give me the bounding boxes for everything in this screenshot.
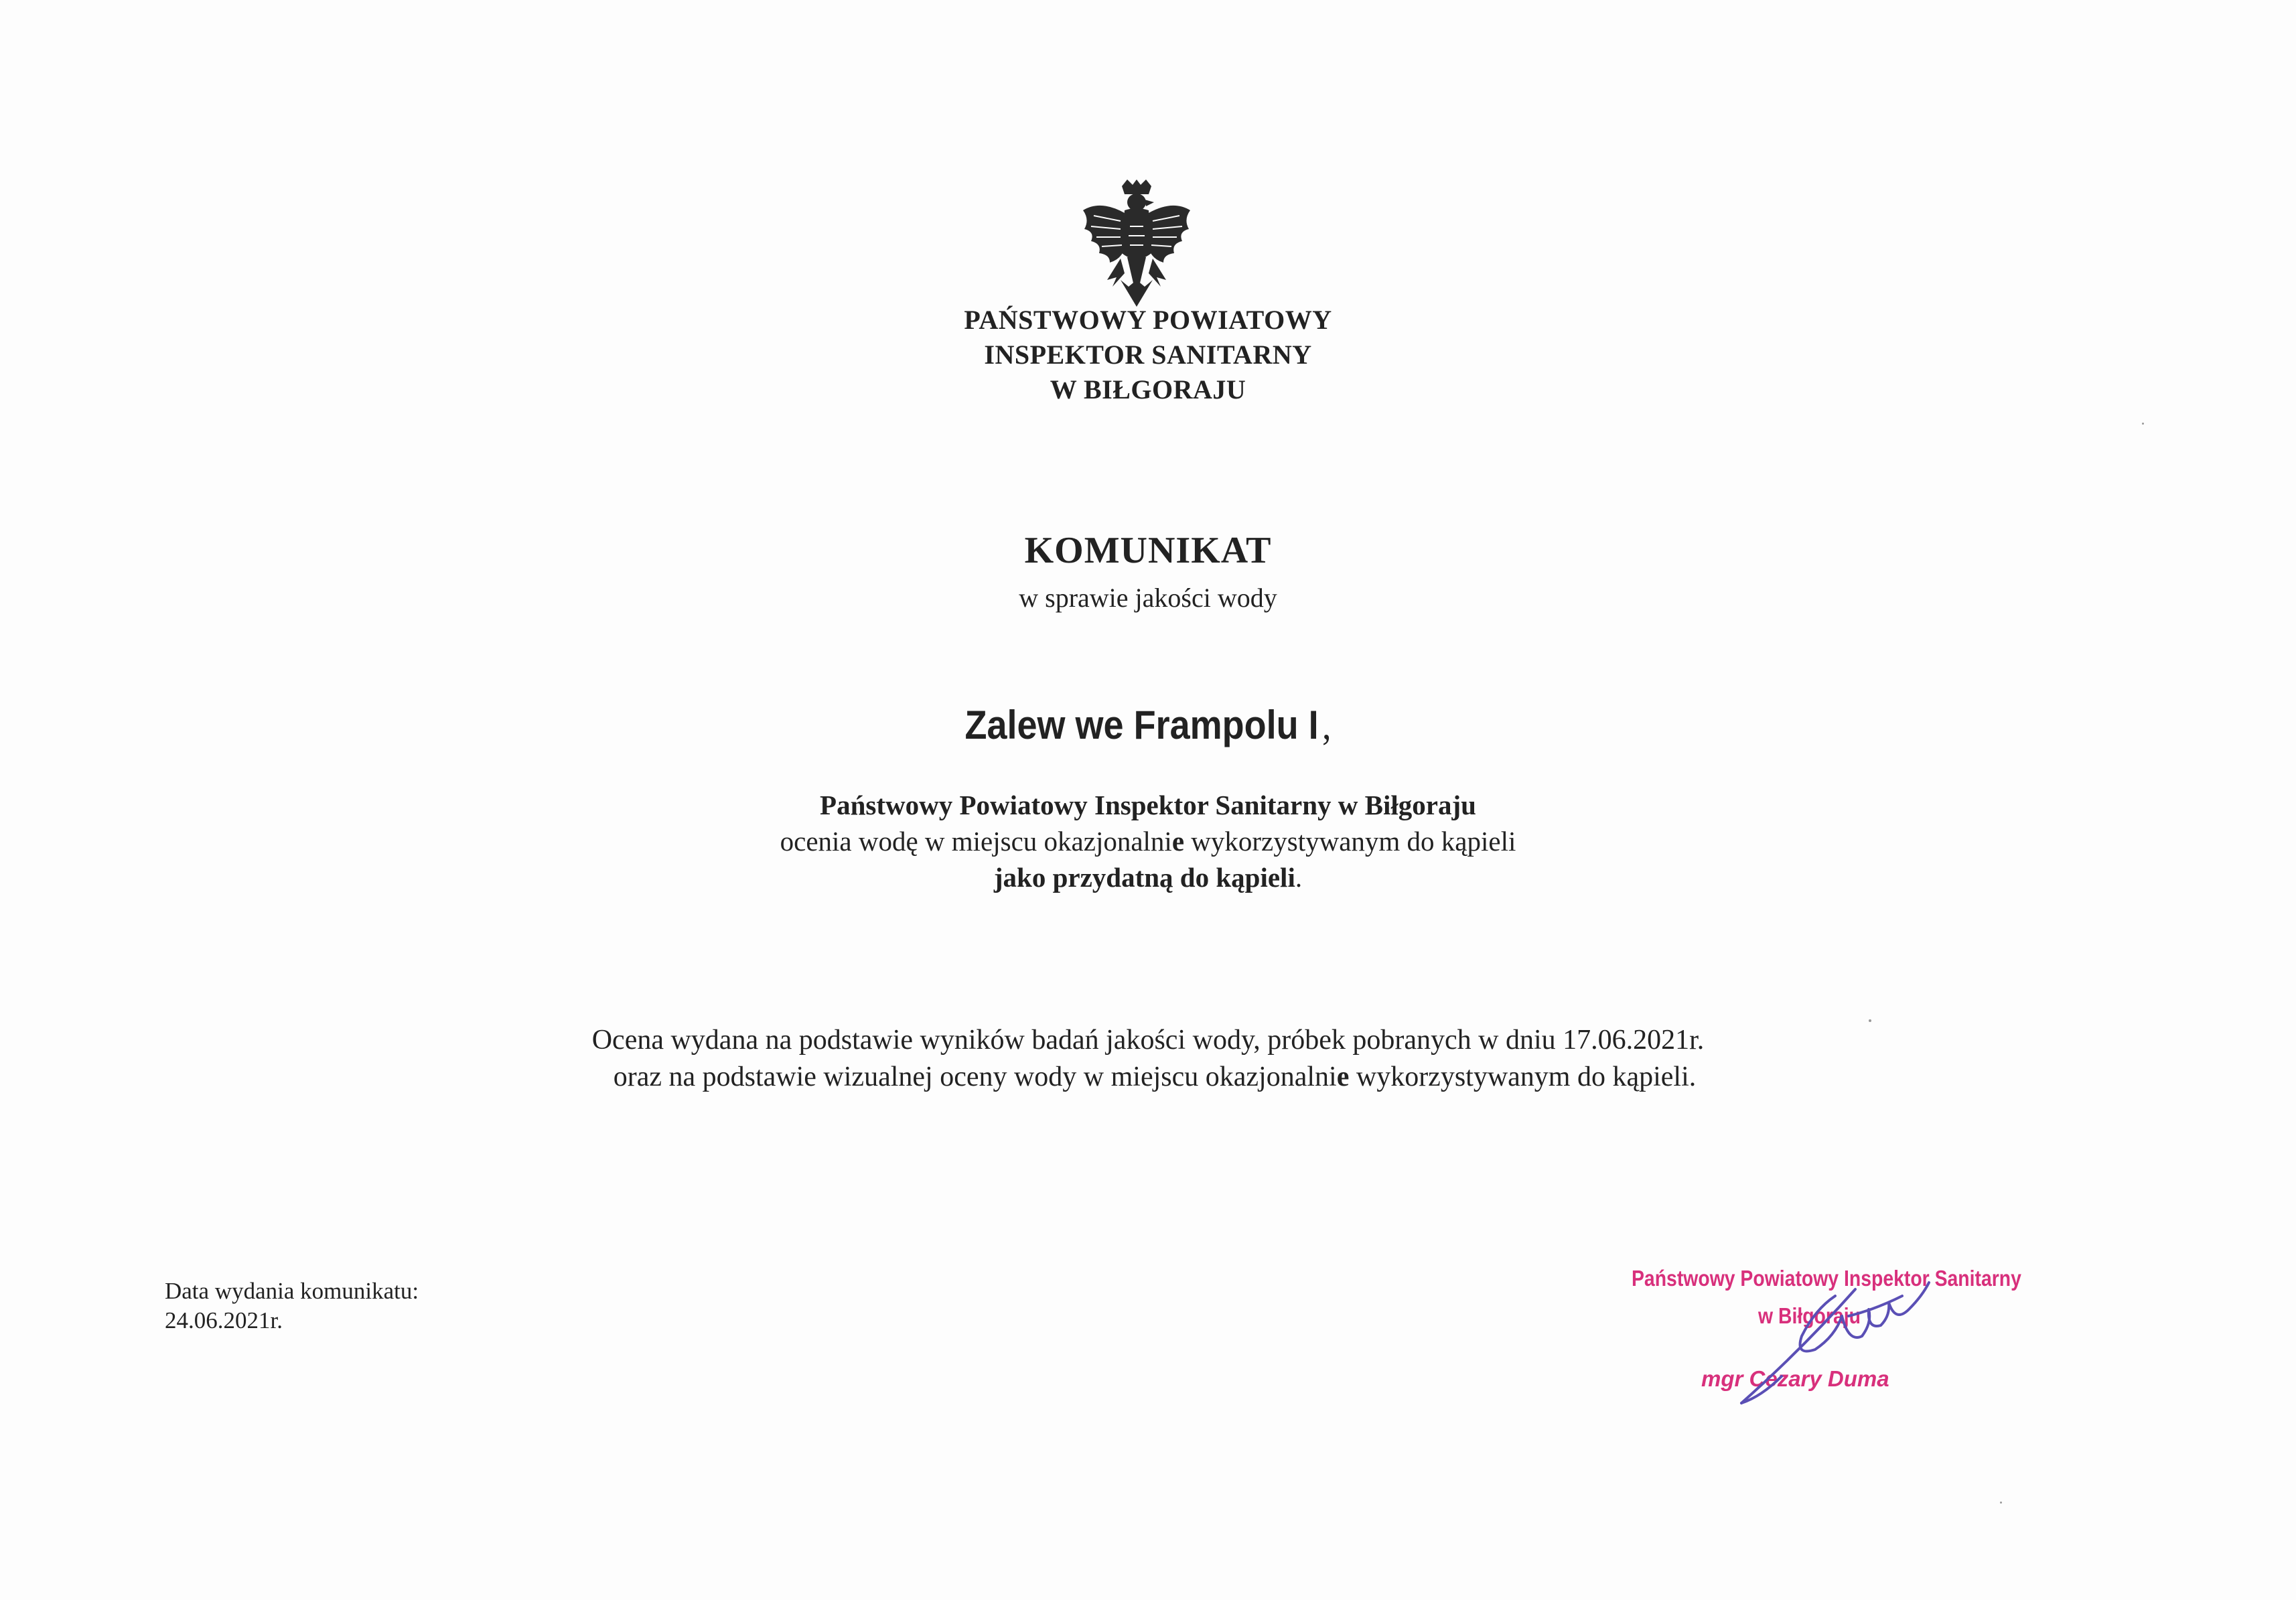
scan-speck [2000, 1502, 2002, 1504]
issue-date-label: Data wydania komunikatu: [165, 1278, 419, 1304]
assessment-verdict-end: . [1295, 862, 1303, 893]
bathing-site-name [115, 702, 2181, 749]
assessment-line [0, 823, 2296, 859]
stamp-line-2: w Biłgoraju [1758, 1303, 1861, 1328]
basis-line-2-text: oraz na podstawie wizualnej oceny wody w miejscu okazjonalni [613, 1062, 1337, 1092]
assessment-line-text-end: wykorzystywanym do kąpieli [1184, 826, 1516, 857]
assessment-line-text: ocenia wodę w miejscu okazjonalni [780, 826, 1172, 857]
assessment-verdict-line [0, 859, 2296, 895]
scan-speck [2142, 423, 2144, 425]
basis-line-2 [0, 1059, 2296, 1096]
assessment-verdict: jako przydatną do kąpieli [993, 862, 1295, 893]
basis-line-2-text-end: wykorzystywanym do kąpieli. [1349, 1062, 1697, 1092]
issuing-office [0, 303, 2296, 407]
office-line-1: PAŃSTWOWY POWIATOWY [964, 305, 1332, 335]
stamp-line-1: Państwowy Powiatowy Inspektor Sanitarny [1632, 1266, 2021, 1291]
basis-line-1: Ocena wydana na podstawie wyników badań jakości wody, próbek pobranych w dniu 17.06.2021r. [591, 1025, 1705, 1056]
document-title: KOMUNIKAT [1024, 530, 1272, 571]
polish-eagle-emblem-icon [1080, 179, 1193, 307]
office-line-3: W BIŁGORAJU [1050, 374, 1246, 405]
office-line-2: INSPEKTOR SANITARNY [984, 340, 1312, 370]
assessment-authority: Państwowy Powiatowy Inspektor Sanitarny w Biłgoraju [820, 790, 1476, 820]
issue-date-value: 24.06.2021r. [165, 1307, 283, 1333]
assessment-block [0, 787, 2296, 895]
scan-speck [1869, 1019, 1871, 1022]
assessment-basis [0, 1022, 2296, 1096]
basis-line-2-bold: e [1336, 1062, 1350, 1092]
document-subtitle: w sprawie jakości wody [1019, 583, 1277, 613]
handwritten-signature [1701, 1269, 1983, 1430]
issue-date-block [165, 1277, 419, 1335]
site-name: Zalew we Frampolu I [964, 703, 1319, 747]
assessment-line-bold: e [1171, 826, 1185, 857]
stamp-line-3: mgr Cezary Duma [1701, 1366, 1889, 1391]
site-name-suffix: , [1322, 703, 1332, 747]
